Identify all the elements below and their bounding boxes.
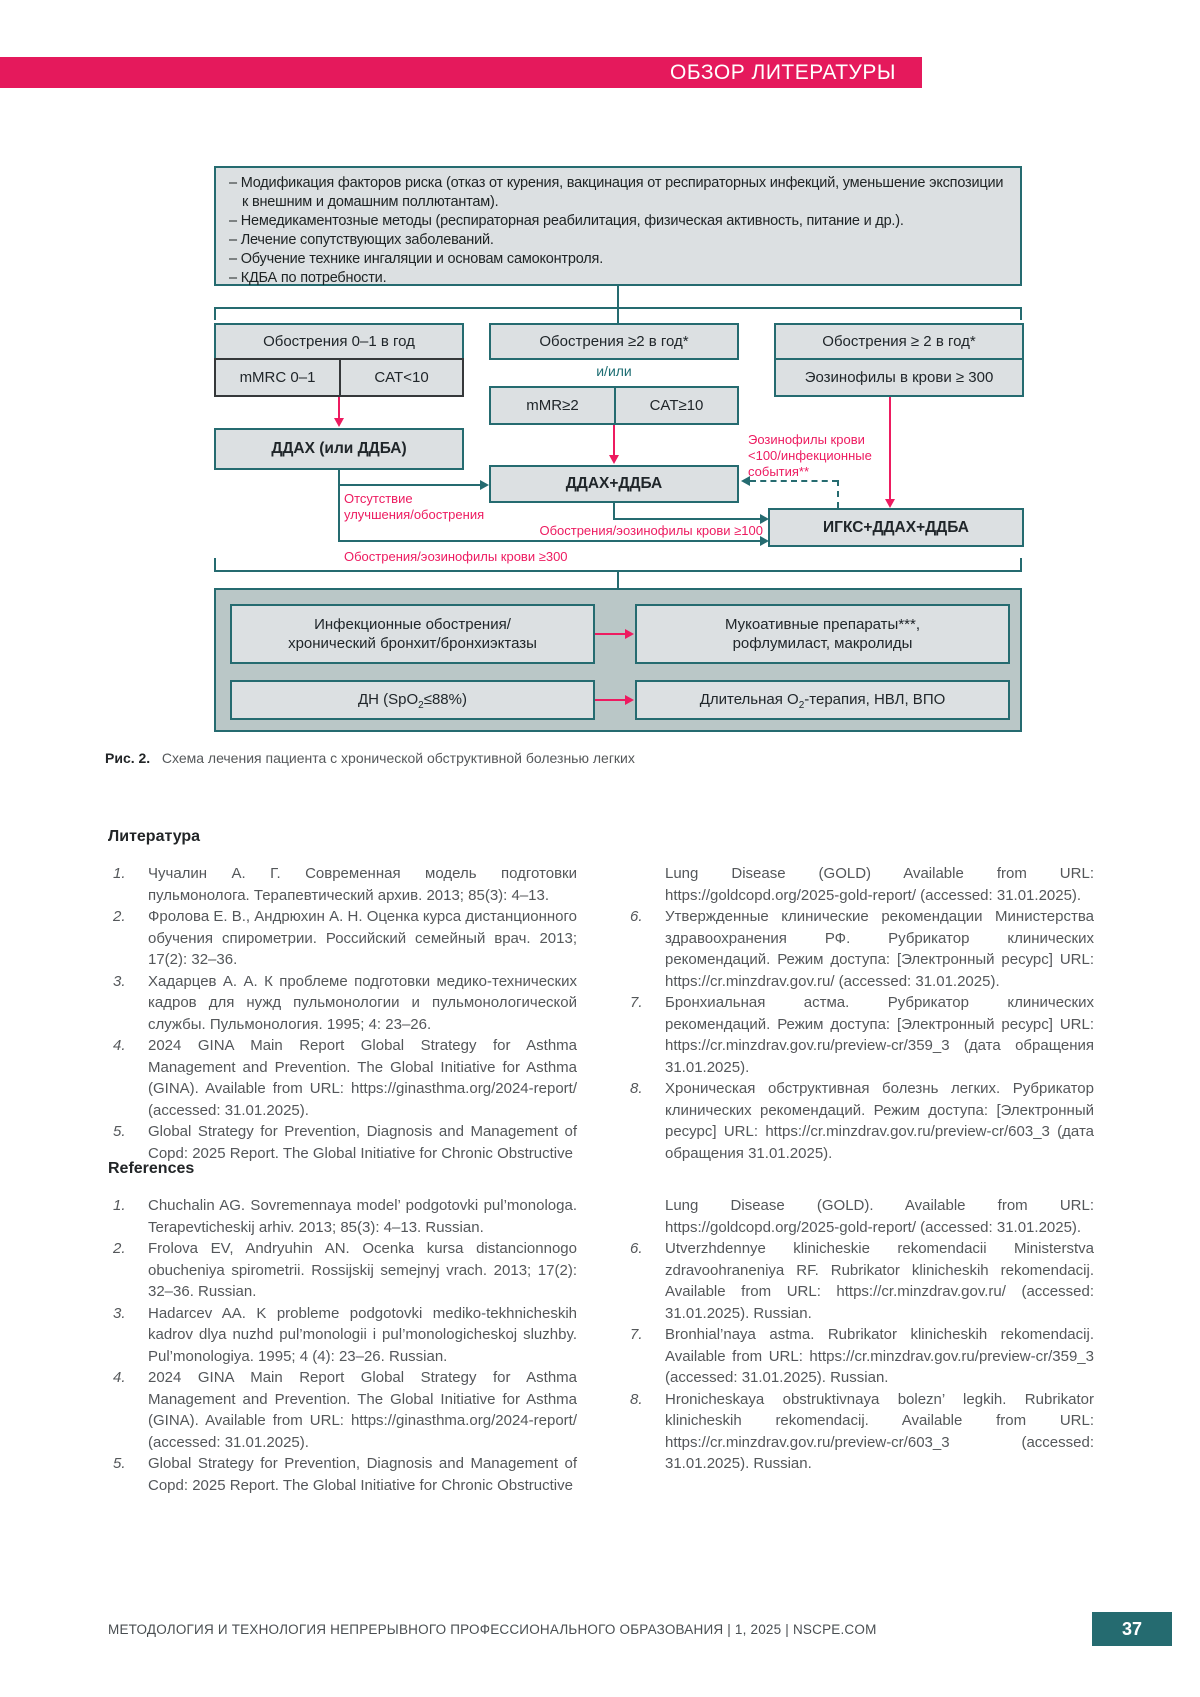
connector-line [1020, 558, 1022, 570]
therapy-item: – Немедикаментозные методы (респираторная реабилитация, физическая активность, питание и др.). [229, 213, 904, 229]
reference-item: 6. Utverzhdennye klinicheskie rekomendacii Ministerstva zdravoohraneniya RF. Rubrikator klinicheskih rekomendacij. Available from URL: https://cr.minzdrav.gov.ru/ (accessed: 31.01.2025). Russian. [630, 1240, 1094, 1322]
arrow-down-icon [334, 418, 344, 427]
reference-item: 1. Chuchalin AG. Sovremennaya model’ podgotovki pul’monologa. Terapevticheskij arhiv. 2013; 85(3): 4–13. Russian. [113, 1197, 577, 1236]
igks-ddax-ddba-box: ИГКС+ДДАХ+ДДБА [768, 508, 1024, 547]
oxygen-therapy-box: Длительная $O_2$-терапия, НВЛ, ВПО [635, 680, 1010, 720]
reference-item: 8. Хроническая обструктивная болезнь легких. Рубрикатор клинических рекомендаций. Режим доступа: [Электронный ресурс] URL: https://cr.minzdrav.gov.ru/preview-cr/603_3 (дата обращения 31.01.2025). [630, 1080, 1094, 1162]
dashed-arrow-left-icon [741, 476, 750, 486]
ddax-ddba-option-box: ДДАХ (или ДДБА) [214, 428, 464, 470]
infectious-exacerbations-box: Инфекционные обострения/ хронический бронхит/бронхиэктазы [230, 604, 595, 664]
references-column-left [108, 1195, 577, 1496]
no-improvement-label: Отсутствие улучшения/обострения [344, 491, 485, 522]
arrow-right-icon [625, 695, 634, 705]
comorbidity-panel [214, 588, 1022, 732]
connector-line [214, 307, 216, 320]
reference-item: 2. Frolova EV, Andryuhin AN. Ocenka kursa distancionnogo obucheniya spirometrii. Rossijskij semejnyj vrach. 2013; 17(2): 32–36. Russian. [113, 1240, 577, 1300]
connector-line [338, 484, 340, 542]
respiratory-failure-box: ДН (SpO$_2$≤88%) [230, 680, 595, 720]
reference-item: 6. Утвержденные клинические рекомендации Министерства здравоохранения РФ. Рубрикатор клинических рекомендаций. Режим доступа: [Электронный ресурс] URL: https://cr.minzdrav.gov.ru/ (accessed: 31.01.2025). [630, 908, 1094, 990]
eosinophils-ge300-cell: Эозинофилы в крови ≥ 300 [774, 358, 1024, 397]
connector-line [214, 558, 216, 570]
reference-item: 8. Hronicheskaya obstruktivnaya bolezn’ legkih. Rubrikator klinicheskih rekomendacij. Available from URL: https://cr.minzdrav.gov.ru/preview-cr/603_3 (accessed: 31.01.2025). Russian. [630, 1390, 1094, 1472]
therapy-item: – Лечение сопутствующих заболеваний. [229, 232, 494, 248]
mmr-ge2-cell: mMR≥2 [489, 386, 616, 425]
connector-line [617, 286, 619, 307]
literature-column-right [625, 863, 1094, 1164]
figure-caption-text: Схема лечения пациента с хронической обструктивной болезнью легких [161, 750, 635, 766]
arrow-right-icon [595, 699, 626, 701]
ddax-plus-ddba-box: ДДАХ+ДДБА [489, 465, 739, 503]
page-number-badge: 37 [1092, 1612, 1172, 1646]
figure-label: Рис. 2. [105, 750, 151, 766]
reference-item: 1. Чучалин А. Г. Современная модель подготовки пульмонолога. Терапевтический архив. 2013; 85(3): 4–13. [113, 865, 577, 904]
reference-item: 3. Hadarcev AA. K probleme podgotovki mediko-tekhnicheskih kadrov dlya nuzhd pul’monologii i pul’monologicheskoj sluzhby. Pul’monologiya. 1995; 4 (4): 23–26. Russian. [113, 1304, 577, 1365]
reference-item: 2. Фролова Е. В., Андрюхин А. Н. Оценка курса дистанционного обучения спирометрии. Российский семейный врач. 2013; 17(2): 32–36. [113, 908, 577, 968]
reference-item: 7. Bronhial’naya astma. Rubrikator klinicheskih rekomendacij. Available from URL: https://cr.minzdrav.gov.ru/preview-cr/359_3 (accessed: 31.01.2025). Russian. [630, 1326, 1094, 1386]
eos300-label: Обострения/эозинофилы крови ≥300 [344, 549, 568, 564]
connector-line [338, 484, 480, 486]
mucoactive-drugs-box: Мукоативные препараты***, рофлумиласт, макролиды [635, 604, 1010, 664]
arrow-right-icon [760, 536, 769, 546]
section-title: ОБЗОР ЛИТЕРАТУРЫ [670, 60, 896, 84]
eos100-label: Обострения/эозинофилы крови ≥100 [539, 523, 763, 538]
exacerbations-ge2-box: Обострения ≥2 в год* [489, 323, 739, 360]
reference-item: 4. 2024 GINA Main Report Global Strategy for Asthma Management and Prevention. The Global Initiative for Asthma (GINA). Available from URL: https://ginasthma.org/2024-report/ (accessed: 31.01.2025). [113, 1037, 577, 1119]
dashed-connector [750, 480, 838, 482]
arrow-right-icon [595, 633, 626, 635]
connector-line [1020, 307, 1022, 320]
reference-item: 5. Global Strategy for Prevention, Diagnosis and Management of Copd: 2025 Report. The Global Initiative for Chronic Obstructive [113, 1455, 577, 1494]
page-footer [108, 1612, 1172, 1646]
literature-section [108, 828, 1094, 1164]
reference-item: 4. 2024 GINA Main Report Global Strategy for Asthma Management and Prevention. The Global Initiative for Asthma (GINA). Available from URL: https://ginasthma.org/2024-report/ (accessed: 31.01.2025). [113, 1369, 577, 1451]
dashed-connector [837, 480, 839, 508]
reference-item: Lung Disease (GOLD) Available from URL: https://goldcopd.org/2025-gold-report/ (accessed: 31.01.2025). [665, 865, 1094, 904]
connector-line [617, 307, 619, 323]
arrow-right-icon [625, 629, 634, 639]
arrow-down-icon [338, 397, 340, 419]
exacerbations-ge2-eos-box: Обострения ≥ 2 в год* [774, 323, 1024, 360]
arrow-down-icon [613, 425, 615, 456]
reference-item: 7. Бронхиальная астма. Рубрикатор клинических рекомендаций. Режим доступа: [Электронный ресурс] URL: https://cr.minzdrav.gov.ru/preview-cr/359_3 (дата обращения 31.01.2025). [630, 994, 1094, 1076]
reference-item: 5. Global Strategy for Prevention, Diagnosis and Management of Copd: 2025 Report. The Global Initiative for Chronic Obstructive [113, 1123, 577, 1162]
exacerbations-0-1-box: Обострения 0–1 в год [214, 323, 464, 360]
copd-treatment-flowchart [214, 166, 1024, 732]
eos-low-label: Эозинофилы крови <100/инфекционные события** [748, 432, 872, 479]
therapy-item: – КДБА по потребности. [229, 270, 387, 286]
and-or-label: и/или [596, 363, 632, 379]
references-section [108, 1160, 1094, 1496]
therapy-item: – Обучение технике ингаляции и основам самоконтроля. [229, 251, 604, 267]
reference-item: 3. Хадарцев А. А. К проблеме подготовки медико-технических кадров для нужд пульмонологии и пульмонологической службы. Пульмонология. 1995; 4: 23–26. [113, 972, 577, 1033]
arrow-down-icon [609, 455, 619, 464]
arrow-right-icon [480, 480, 489, 490]
cat-ge10-cell: CAT≥10 [614, 386, 739, 425]
literature-heading: Литература [108, 828, 201, 845]
literature-column-left [108, 863, 577, 1164]
journal-footer-text: МЕТОДОЛОГИЯ И ТЕХНОЛОГИЯ НЕПРЕРЫВНОГО ПРОФЕССИОНАЛЬНОГО ОБРАЗОВАНИЯ | 1, 2025 | NSCPE.COM [108, 1621, 877, 1637]
arrow-down-icon [885, 499, 895, 508]
cat-lt10-cell: CAT<10 [339, 358, 464, 397]
reference-item: Lung Disease (GOLD). Available from URL: https://goldcopd.org/2025-gold-report/ (accessed: 31.01.2025). [665, 1197, 1094, 1236]
base-therapy-box [214, 166, 1022, 286]
connector-line [338, 540, 760, 542]
section-header-bar [0, 57, 922, 88]
references-heading: References [108, 1160, 195, 1177]
arrow-down-icon [889, 397, 891, 500]
therapy-item: – Модификация факторов риска (отказ от курения, вакцинация от респираторных инфекций, уменьшение экспозиции к внешним и домашним поллютантам). [229, 175, 1004, 210]
references-column-right [625, 1195, 1094, 1496]
connector-line [613, 518, 760, 520]
connector-line [617, 572, 619, 588]
figure-caption [105, 750, 1065, 766]
mmrc-cell: mMRC 0–1 [214, 358, 341, 397]
